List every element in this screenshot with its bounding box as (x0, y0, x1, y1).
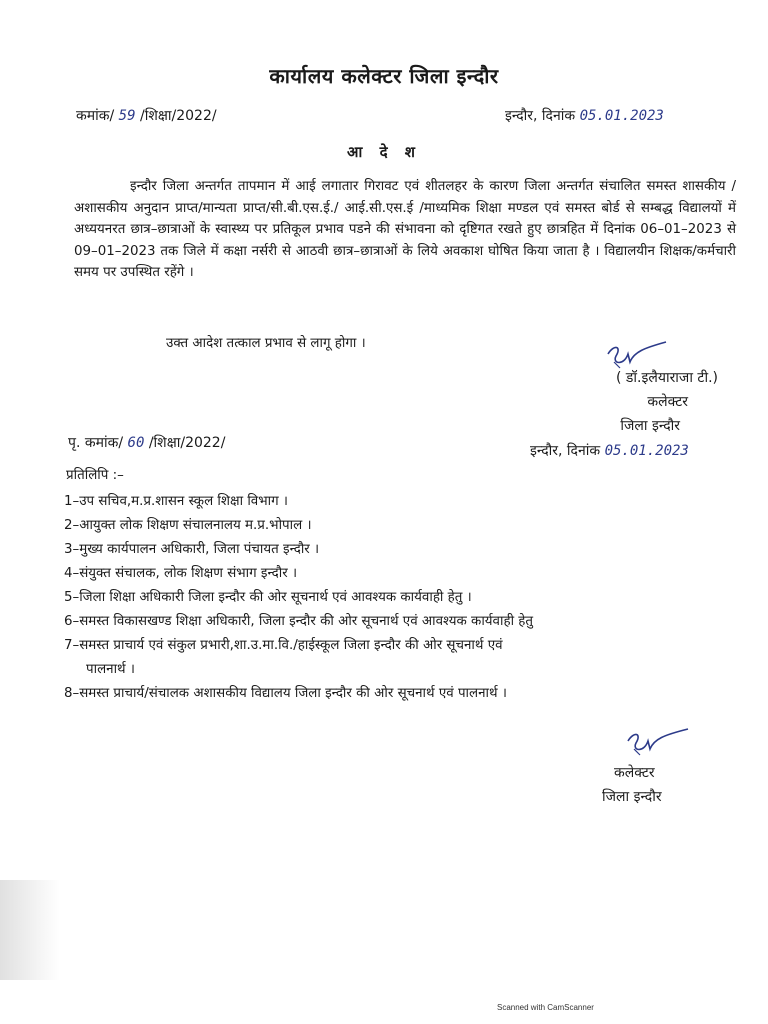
list-item: 2–आयुक्त लोक शिक्षण संचालनालय म.प्र.भोपाल । (64, 518, 312, 533)
ref-number-handwritten: 59 (118, 108, 136, 124)
office-title: कार्यालय कलेक्टर जिला इन्दौर (269, 64, 499, 88)
list-item: 1–उप सचिव,म.प्र.शासन स्कूल शिक्षा विभाग । (64, 494, 288, 509)
list-item: 8–समस्त प्राचार्य/संचालक अशासकीय विद्यालय जिला इन्दौर की ओर सूचनार्थ एवं पालनार्थ । (64, 686, 507, 701)
recipient-list (64, 490, 724, 706)
list-item: 4–संयुक्त संचालक, लोक शिक्षण संभाग इन्दौर । (64, 566, 298, 581)
endorsement-place-date-label: इन्दौर, दिनांक (530, 443, 601, 459)
closing-designation: कलेक्टर (614, 765, 655, 781)
order-body (74, 176, 736, 284)
ref-suffix: /शिक्षा/2022/ (139, 108, 217, 124)
endorsement-ref-number-handwritten: 60 (127, 435, 145, 451)
endorsement-date (530, 441, 689, 460)
order-heading: आ दे श (347, 143, 421, 161)
closing-district: जिला इन्दौर (602, 789, 662, 805)
closing-signature-mark (622, 725, 692, 761)
order-date (505, 106, 664, 125)
list-item: 3–मुख्य कार्यपालन अधिकारी, जिला पंचायत इन्दौर । (64, 542, 320, 557)
endorsement-reference (68, 433, 225, 452)
endorsement-ref-label: पृ. कमांक/ (68, 435, 124, 451)
scanner-watermark: Scanned with CamScanner (497, 1003, 594, 1012)
date-handwritten: 05.01.2023 (579, 108, 664, 124)
place-date-label: इन्दौर, दिनांक (505, 108, 576, 124)
signatory-district: जिला इन्दौर (620, 418, 680, 434)
scan-footer (0, 992, 768, 1024)
signatory-name: ( डॉ.इलैयाराजा टी.) (615, 370, 718, 386)
copy-to-label: प्रतिलिपि :– (66, 468, 124, 483)
scan-shadow (0, 880, 60, 980)
order-reference (76, 106, 217, 125)
endorsement-date-handwritten: 05.01.2023 (604, 443, 689, 459)
endorsement-ref-suffix: /शिक्षा/2022/ (148, 435, 226, 451)
list-item: 5–जिला शिक्षा अधिकारी जिला इन्दौर की ओर सूचनार्थ एवं आवश्यक कार्यवाही हेतु । (64, 590, 472, 605)
list-item: 6–समस्त विकासखण्ड शिक्षा अधिकारी, जिला इन्दौर की ओर सूचनार्थ एवं आवश्यक कार्यवाही हेतु (64, 614, 534, 629)
effect-line: उक्त आदेश तत्काल प्रभाव से लागू होगा । (166, 336, 366, 351)
signatory-designation: कलेक्टर (647, 394, 688, 410)
order-paragraph: इन्दौर जिला अन्तर्गत तापमान में आई लगातार गिरावट एवं शीतलहर के कारण जिला अन्तर्गत संचालित समस्त शासकीय /अशासकीय अनुदान प्राप्त/मान्यता प्राप्त/सी.बी.एस.ई./ आई.सी.एस.ई /माध्यमिक शिक्षा मण्डल एवं समस्त बोर्ड से सम्बद्ध विद्यालयों में अध्ययनरत छात्र–छात्राओं के स्वास्थ्य पर प्रतिकूल प्रभाव पडने की संभावना को दृष्टिगत रखते हुए छात्रहित में दिनांक 06–01–2023 से 09–01–2023 तक जिले में कक्षा नर्सरी से आठवी छात्र–छात्राओं के लिये अवकाश घोषित किया जाता है । विद्यालयीन शिक्षक/कर्मचारी समय पर उपस्थित रहेंगे । (74, 179, 736, 280)
list-item-continuation: पालनार्थ । (86, 662, 135, 677)
list-item: 7–समस्त प्राचार्य एवं संकुल प्रभारी,शा.उ.मा.वि./हाईस्कूल जिला इन्दौर की ओर सूचनार्थ एवं (64, 638, 503, 653)
ref-label: कमांक/ (76, 108, 115, 124)
